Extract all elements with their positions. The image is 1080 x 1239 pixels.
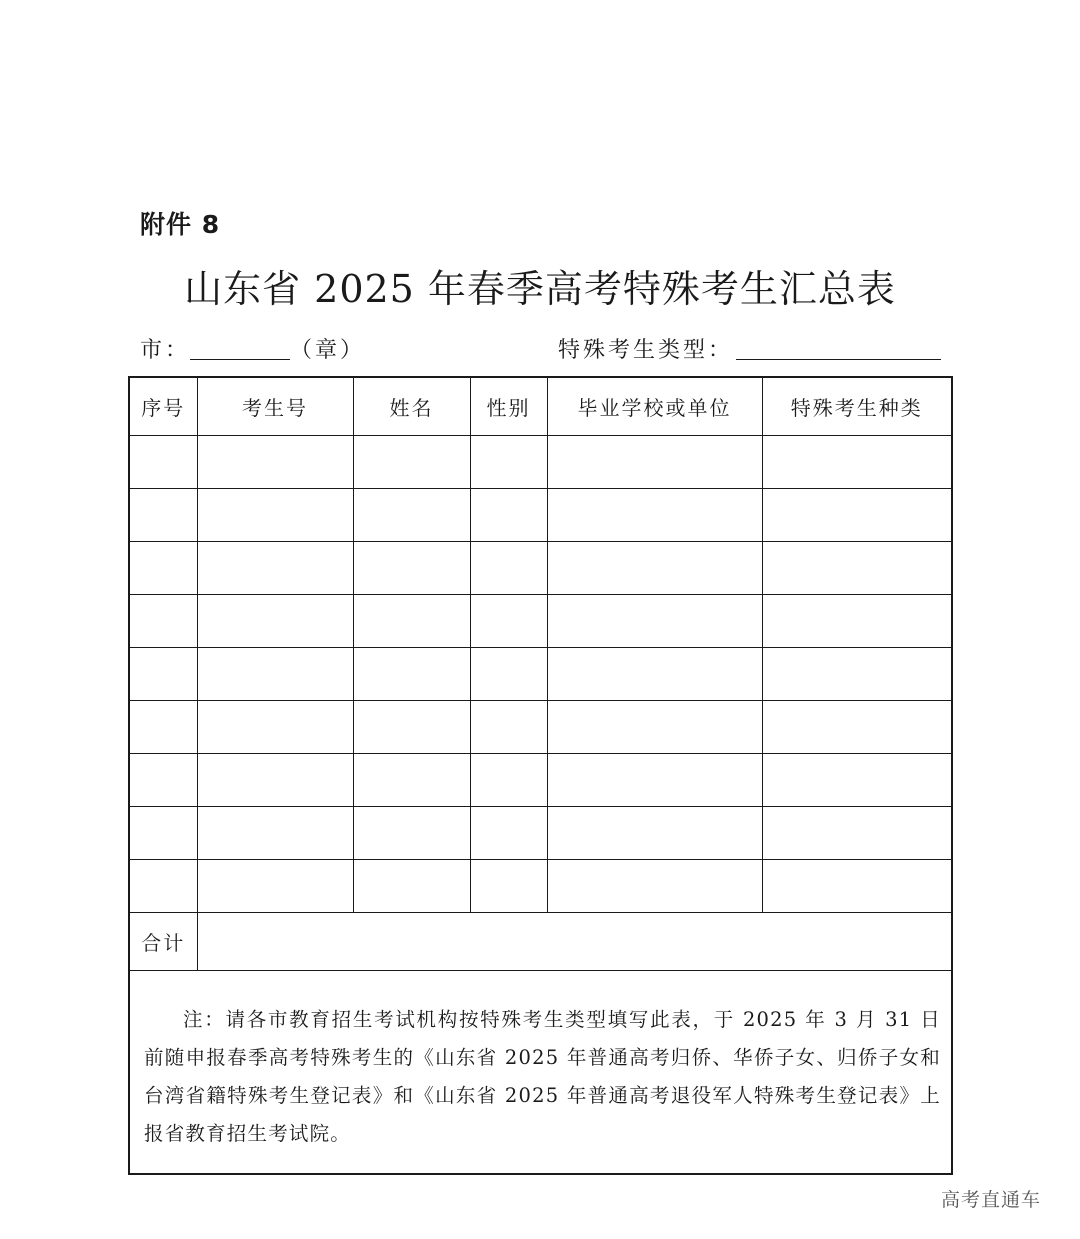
exam-number-cell[interactable] <box>197 595 353 648</box>
name-cell[interactable] <box>353 701 470 754</box>
table-row <box>129 701 952 754</box>
special-type-label: 特殊考生类型： <box>558 338 734 363</box>
name-cell[interactable] <box>353 860 470 913</box>
watermark: 高考直通车 <box>941 1189 1042 1211</box>
attachment-label: 附件 8 <box>140 210 221 239</box>
serial-cell[interactable] <box>129 754 197 807</box>
gender-cell[interactable] <box>470 542 547 595</box>
exam-number-cell[interactable] <box>197 648 353 701</box>
gender-cell[interactable] <box>470 436 547 489</box>
summary-table <box>128 376 953 1175</box>
school-cell[interactable] <box>547 436 762 489</box>
category-cell[interactable] <box>762 701 952 754</box>
school-cell[interactable] <box>547 489 762 542</box>
special-type-blank-field[interactable] <box>736 359 941 360</box>
exam-number-cell[interactable] <box>197 489 353 542</box>
note-cell <box>129 971 952 1175</box>
school-cell[interactable] <box>547 754 762 807</box>
category-cell[interactable] <box>762 648 952 701</box>
serial-cell[interactable] <box>129 436 197 489</box>
name-cell[interactable] <box>353 595 470 648</box>
header-exam-number: 考生号 <box>197 377 353 436</box>
serial-cell[interactable] <box>129 807 197 860</box>
gender-cell[interactable] <box>470 595 547 648</box>
city-label: 市： <box>140 338 191 363</box>
serial-cell[interactable] <box>129 595 197 648</box>
exam-number-cell[interactable] <box>197 807 353 860</box>
table-row <box>129 754 952 807</box>
total-value-cell[interactable] <box>197 913 952 971</box>
category-cell[interactable] <box>762 595 952 648</box>
serial-cell[interactable] <box>129 648 197 701</box>
name-cell[interactable] <box>353 489 470 542</box>
category-cell[interactable] <box>762 860 952 913</box>
table-row <box>129 489 952 542</box>
header-school-or-unit: 毕业学校或单位 <box>547 377 762 436</box>
name-cell[interactable] <box>353 542 470 595</box>
table-row <box>129 860 952 913</box>
note-row <box>129 971 952 1175</box>
gender-cell[interactable] <box>470 860 547 913</box>
header-gender: 性别 <box>470 377 547 436</box>
city-blank-field[interactable] <box>190 359 290 360</box>
gender-cell[interactable] <box>470 807 547 860</box>
exam-number-cell[interactable] <box>197 754 353 807</box>
school-cell[interactable] <box>547 542 762 595</box>
table-header-row <box>129 377 952 436</box>
total-label: 合计 <box>129 913 197 971</box>
table-row <box>129 436 952 489</box>
school-cell[interactable] <box>547 807 762 860</box>
serial-cell[interactable] <box>129 860 197 913</box>
exam-number-cell[interactable] <box>197 436 353 489</box>
header-name: 姓名 <box>353 377 470 436</box>
serial-cell[interactable] <box>129 701 197 754</box>
school-cell[interactable] <box>547 648 762 701</box>
total-row <box>129 913 952 971</box>
exam-number-cell[interactable] <box>197 860 353 913</box>
name-cell[interactable] <box>353 648 470 701</box>
name-cell[interactable] <box>353 436 470 489</box>
exam-number-cell[interactable] <box>197 701 353 754</box>
serial-cell[interactable] <box>129 489 197 542</box>
note-text: 注：请各市教育招生考试机构按特殊考生类型填写此表，于 2025 年 3 月 31 日前随申报春季高考特殊考生的《山东省 2025 年普通高考归侨、华侨子女、归侨子女和台湾省籍特殊考生登记表》和《山东省 2025 年普通高考退役军人特殊考生登记表》上报省教育招生考试院。 <box>144 1008 941 1145</box>
seal-label: （章） <box>290 338 366 363</box>
gender-cell[interactable] <box>470 648 547 701</box>
serial-cell[interactable] <box>129 542 197 595</box>
school-cell[interactable] <box>547 595 762 648</box>
category-cell[interactable] <box>762 489 952 542</box>
category-cell[interactable] <box>762 542 952 595</box>
name-cell[interactable] <box>353 754 470 807</box>
category-cell[interactable] <box>762 754 952 807</box>
name-cell[interactable] <box>353 807 470 860</box>
category-cell[interactable] <box>762 436 952 489</box>
gender-cell[interactable] <box>470 489 547 542</box>
exam-number-cell[interactable] <box>197 542 353 595</box>
school-cell[interactable] <box>547 701 762 754</box>
gender-cell[interactable] <box>470 754 547 807</box>
header-serial: 序号 <box>129 377 197 436</box>
table-row <box>129 595 952 648</box>
table-row <box>129 648 952 701</box>
table-row <box>129 807 952 860</box>
gender-cell[interactable] <box>470 701 547 754</box>
header-special-category: 特殊考生种类 <box>762 377 952 436</box>
page-title: 山东省 2025 年春季高考特殊考生汇总表 <box>184 267 896 311</box>
table-row <box>129 542 952 595</box>
school-cell[interactable] <box>547 860 762 913</box>
category-cell[interactable] <box>762 807 952 860</box>
